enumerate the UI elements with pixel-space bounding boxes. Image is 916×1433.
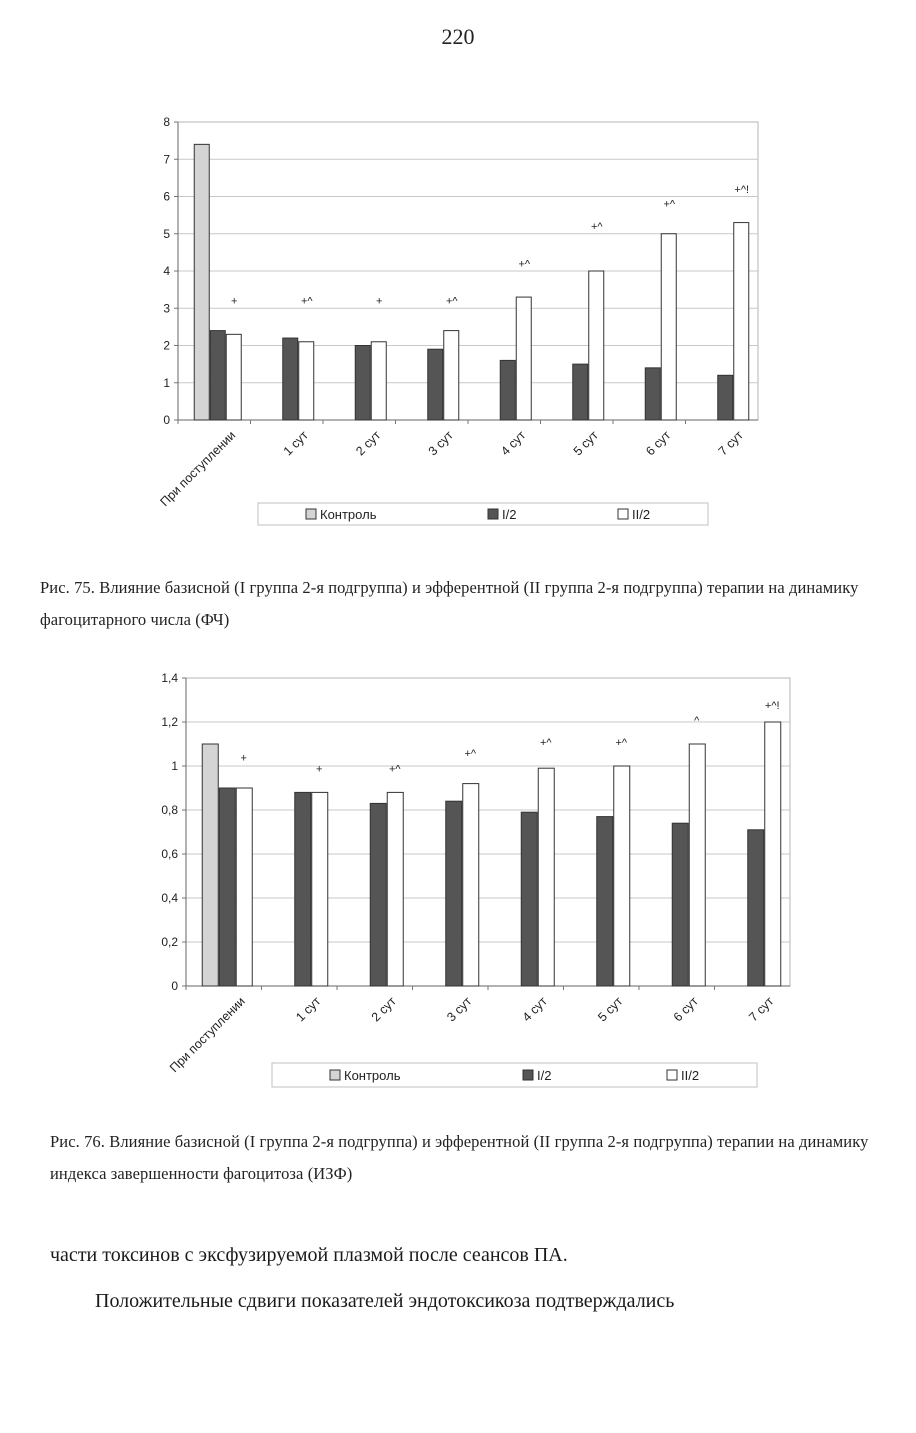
x-tick-label: При поступлении [166, 994, 248, 1076]
y-tick-label: 5 [163, 226, 170, 241]
significance-annotation: +^ [300, 295, 313, 308]
legend-control-swatch [330, 1070, 340, 1080]
legend-group-2-label: II/2 [681, 1068, 700, 1083]
significance-annotation: +^ [388, 763, 401, 776]
legend-group-1-label: I/2 [537, 1068, 552, 1083]
x-tick-label: 1 сут [293, 994, 324, 1025]
y-tick-label: 0,4 [161, 891, 178, 905]
y-tick-label: 0,2 [161, 935, 178, 949]
bar-group-1 [446, 801, 462, 986]
legend-group-2-label: II/2 [632, 507, 651, 522]
x-tick-label: 7 сут [746, 994, 777, 1025]
y-tick-label: 0 [171, 979, 178, 993]
legend-control-label: Контроль [344, 1068, 401, 1083]
significance-annotation: +^ [663, 198, 676, 211]
x-tick-label: 1 сут [280, 428, 311, 459]
y-tick-label: 3 [163, 301, 170, 316]
significance-annotation: + [316, 763, 323, 776]
bar-group-1 [370, 803, 386, 986]
x-tick-label: 2 сут [353, 428, 384, 459]
significance-annotation: + [376, 295, 383, 308]
significance-annotation: +^! [734, 183, 750, 196]
x-tick-label: 6 сут [643, 428, 674, 459]
body-text-line-1: части токсинов с эксфузируемой плазмой после сеансов ПА. [50, 1244, 568, 1266]
y-tick-label: 1,2 [161, 715, 178, 729]
bar-group-1 [295, 792, 311, 986]
x-tick-label: При поступлении [157, 428, 239, 510]
bar-group-1 [597, 817, 613, 986]
x-tick-label: 5 сут [570, 428, 601, 459]
significance-annotation: + [231, 295, 238, 308]
body-text-line-2: Положительные сдвиги показателей эндотоксикоза подтверждались [95, 1290, 675, 1312]
y-tick-label: 4 [163, 264, 170, 278]
x-tick-label: 2 сут [368, 994, 399, 1025]
bar-group-2 [387, 792, 403, 986]
significance-annotation: +^ [464, 748, 477, 761]
x-tick-label: 4 сут [519, 994, 550, 1025]
bar-group-2 [236, 788, 252, 986]
bar-group-2 [765, 722, 781, 986]
bar-group-1 [219, 788, 235, 986]
significance-annotation: +^ [615, 737, 628, 750]
x-tick-label: 5 сут [595, 994, 626, 1025]
bar-group-2 [689, 744, 705, 986]
y-tick-label: 1,4 [161, 671, 178, 685]
bar-group-1 [672, 823, 688, 986]
bar-group-2 [463, 784, 479, 986]
y-tick-label: 6 [163, 189, 170, 204]
legend-group-1-label: I/2 [502, 507, 517, 522]
bar-group-2 [614, 766, 630, 986]
significance-annotation: +^ [518, 258, 531, 271]
bar-control [202, 744, 218, 986]
page-number: 220 [441, 24, 475, 49]
significance-annotation: + [240, 752, 247, 765]
y-tick-label: 1 [171, 759, 178, 773]
figure-caption-76: Рис. 76. Влияние базисной (I группа 2-я подгруппа) и эфферентной (II группа 2-я подгруппа) терапии на динамику индекса завершенности фагоцитоза (ИЗФ) [50, 1132, 869, 1183]
significance-annotation: ^ [694, 715, 700, 728]
legend-group-2-swatch [667, 1070, 677, 1080]
x-tick-label: 7 сут [715, 428, 746, 459]
y-tick-label: 0 [163, 413, 170, 427]
bar-group-1 [748, 830, 764, 986]
significance-annotation: +^ [539, 737, 552, 750]
x-tick-label: 4 сут [498, 428, 529, 459]
bar-group-2 [312, 792, 328, 986]
legend-control-label: Контроль [320, 507, 377, 522]
y-tick-label: 1 [163, 375, 170, 390]
y-tick-label: 2 [163, 338, 170, 353]
y-tick-label: 0,8 [161, 803, 178, 817]
bar-group-2 [538, 768, 554, 986]
x-tick-label: 6 сут [670, 994, 701, 1025]
y-tick-label: 8 [163, 115, 170, 129]
legend-group-1-swatch [523, 1070, 533, 1080]
x-tick-label: 3 сут [444, 994, 475, 1025]
y-tick-label: 0,6 [161, 847, 178, 861]
significance-annotation: +^ [445, 295, 458, 308]
significance-annotation: +^! [764, 699, 780, 712]
figure-caption-75: Рис. 75. Влияние базисной (I группа 2-я подгруппа) и эфферентной (II группа 2-я подгруппа) терапии на динамику фагоцитарного числа (ФЧ) [40, 578, 859, 629]
significance-annotation: +^ [590, 221, 603, 234]
x-tick-label: 3 сут [425, 428, 456, 459]
bar-group-1 [521, 812, 537, 986]
y-tick-label: 7 [163, 152, 170, 167]
